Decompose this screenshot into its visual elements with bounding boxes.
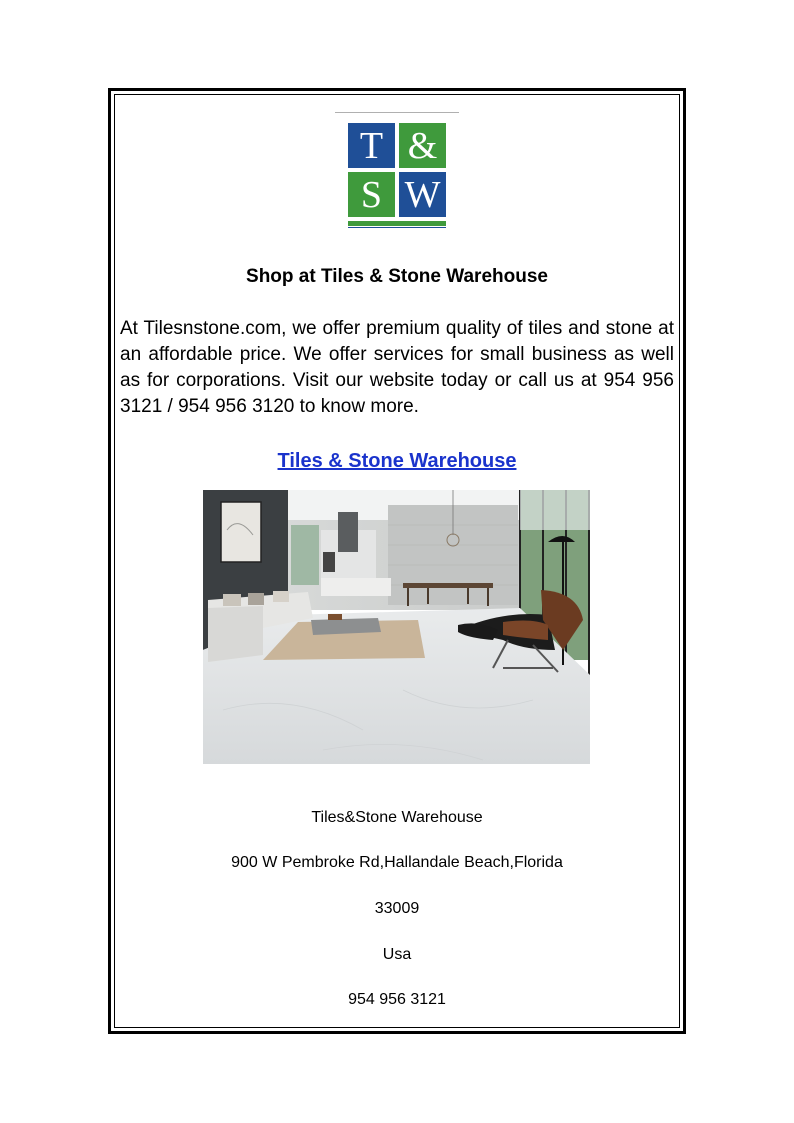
- interior-photo: [203, 490, 590, 764]
- logo-top-rule: [335, 112, 459, 113]
- footer-zip: 33009: [374, 900, 420, 917]
- intro-paragraph: At Tilesnstone.com, we offer premium quality of tiles and stone at an affordable price. We offer services for small business as well as for corporations. Visit our website today or call us at 954 956 3121 / 954 956 3120 to know more.: [120, 318, 674, 417]
- company-logo: [335, 112, 459, 236]
- page-title: Shop at Tiles & Stone Warehouse: [246, 266, 548, 287]
- logo-blue-line: [348, 227, 446, 228]
- logo-tile-s: S: [348, 172, 395, 217]
- footer-company-name: Tiles&Stone Warehouse: [311, 809, 483, 826]
- logo-tile-ampersand: &: [399, 123, 446, 168]
- footer-country: Usa: [382, 946, 412, 963]
- website-link[interactable]: Tiles & Stone Warehouse: [277, 450, 517, 472]
- logo-tile-w: W: [399, 172, 446, 217]
- footer-address: 900 W Pembroke Rd,Hallandale Beach,Florida: [231, 854, 563, 871]
- footer-phone: 954 956 3121: [348, 991, 446, 1008]
- logo-tile-t: T: [348, 123, 395, 168]
- logo-green-bar: [348, 221, 446, 226]
- website-link-container: [120, 448, 674, 474]
